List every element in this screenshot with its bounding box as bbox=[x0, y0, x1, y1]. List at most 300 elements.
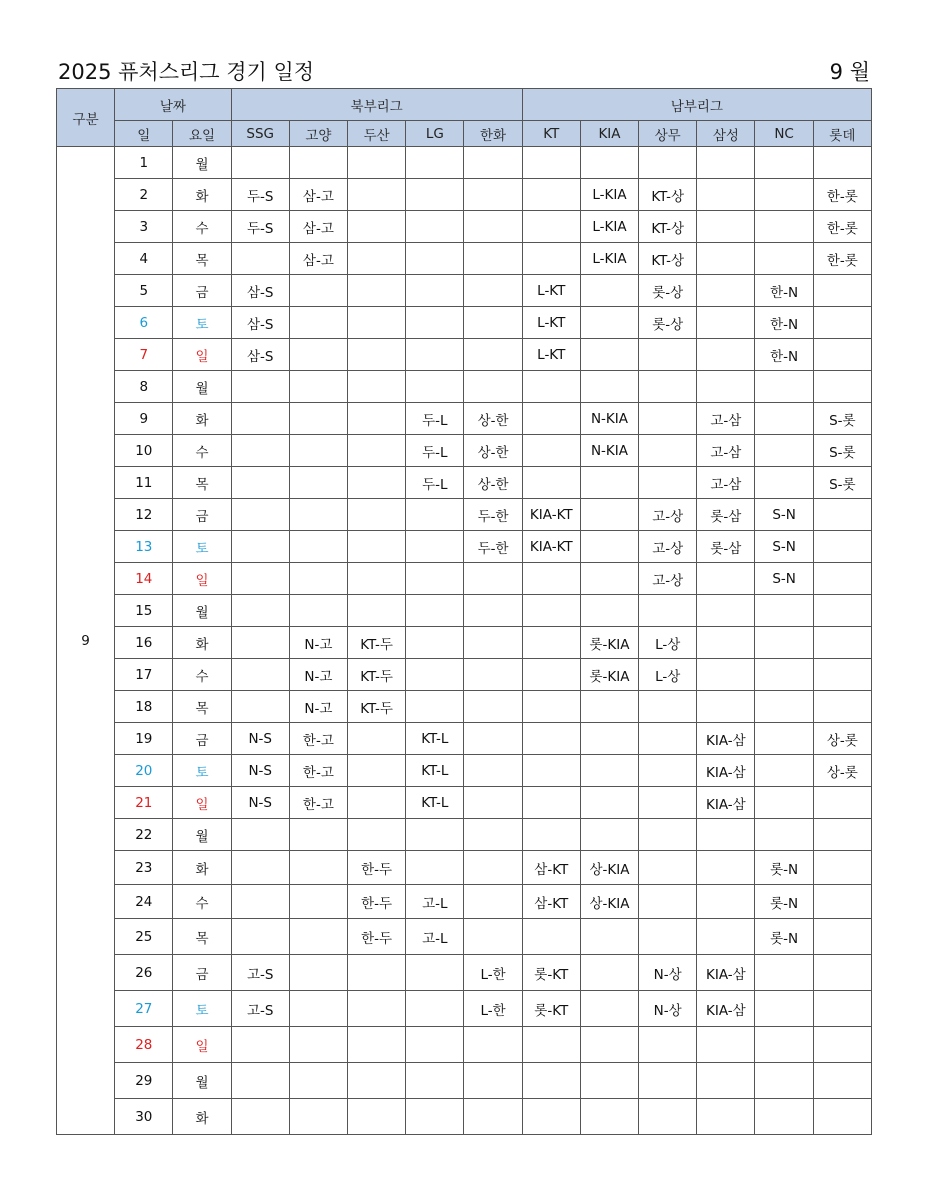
game-cell bbox=[580, 955, 638, 991]
game-cell bbox=[755, 595, 813, 627]
game-cell bbox=[289, 919, 347, 955]
game-cell bbox=[580, 275, 638, 307]
header-day: 일 bbox=[115, 121, 173, 147]
game-cell: 고-S bbox=[231, 955, 289, 991]
game-cell bbox=[755, 403, 813, 435]
game-cell bbox=[813, 339, 871, 371]
game-cell bbox=[406, 819, 464, 851]
game-cell: KT-L bbox=[406, 787, 464, 819]
game-cell: N-고 bbox=[289, 659, 347, 691]
game-cell bbox=[755, 371, 813, 403]
game-cell bbox=[231, 1063, 289, 1099]
game-cell bbox=[348, 531, 406, 563]
header-team: NC bbox=[755, 121, 813, 147]
game-cell: 한-고 bbox=[289, 723, 347, 755]
game-cell bbox=[580, 339, 638, 371]
game-cell bbox=[289, 851, 347, 885]
game-cell bbox=[697, 919, 755, 955]
day-cell: 27 bbox=[115, 991, 173, 1027]
game-cell bbox=[813, 147, 871, 179]
game-cell bbox=[755, 179, 813, 211]
day-cell: 2 bbox=[115, 179, 173, 211]
game-cell bbox=[348, 275, 406, 307]
game-cell bbox=[464, 723, 522, 755]
game-cell bbox=[348, 819, 406, 851]
table-row bbox=[57, 1027, 872, 1063]
game-cell bbox=[522, 787, 580, 819]
game-cell bbox=[639, 371, 697, 403]
game-cell bbox=[580, 147, 638, 179]
weekday-cell: 토 bbox=[173, 755, 231, 787]
day-cell: 20 bbox=[115, 755, 173, 787]
game-cell bbox=[464, 147, 522, 179]
game-cell bbox=[697, 885, 755, 919]
game-cell bbox=[348, 1063, 406, 1099]
game-cell bbox=[639, 723, 697, 755]
game-cell bbox=[464, 371, 522, 403]
game-cell bbox=[813, 819, 871, 851]
game-cell bbox=[348, 755, 406, 787]
day-cell: 8 bbox=[115, 371, 173, 403]
game-cell bbox=[580, 307, 638, 339]
game-cell bbox=[697, 851, 755, 885]
game-cell: 롯-상 bbox=[639, 307, 697, 339]
header-team: 고양 bbox=[289, 121, 347, 147]
game-cell bbox=[406, 851, 464, 885]
game-cell bbox=[813, 563, 871, 595]
game-cell bbox=[464, 275, 522, 307]
header-team: SSG bbox=[231, 121, 289, 147]
game-cell bbox=[289, 1063, 347, 1099]
table-row bbox=[57, 885, 872, 919]
table-row bbox=[57, 275, 872, 307]
game-cell: 삼-KT bbox=[522, 851, 580, 885]
game-cell: N-S bbox=[231, 723, 289, 755]
game-cell bbox=[522, 819, 580, 851]
table-row bbox=[57, 627, 872, 659]
game-cell bbox=[639, 435, 697, 467]
game-cell: 상-롯 bbox=[813, 755, 871, 787]
game-cell bbox=[231, 499, 289, 531]
game-cell bbox=[231, 531, 289, 563]
game-cell bbox=[813, 595, 871, 627]
game-cell bbox=[348, 243, 406, 275]
game-cell: 한-두 bbox=[348, 851, 406, 885]
game-cell: KIA-삼 bbox=[697, 755, 755, 787]
game-cell bbox=[580, 787, 638, 819]
table-row bbox=[57, 819, 872, 851]
game-cell bbox=[406, 627, 464, 659]
game-cell bbox=[522, 919, 580, 955]
game-cell bbox=[406, 659, 464, 691]
game-cell: 상-롯 bbox=[813, 723, 871, 755]
weekday-cell: 일 bbox=[173, 563, 231, 595]
game-cell bbox=[348, 499, 406, 531]
game-cell bbox=[406, 211, 464, 243]
game-cell bbox=[289, 147, 347, 179]
day-cell: 11 bbox=[115, 467, 173, 499]
game-cell bbox=[464, 339, 522, 371]
game-cell: 두-한 bbox=[464, 499, 522, 531]
game-cell bbox=[348, 787, 406, 819]
game-cell bbox=[231, 851, 289, 885]
game-cell bbox=[348, 1027, 406, 1063]
game-cell: N-KIA bbox=[580, 435, 638, 467]
table-row bbox=[57, 1063, 872, 1099]
weekday-cell: 토 bbox=[173, 307, 231, 339]
game-cell bbox=[406, 595, 464, 627]
game-cell: KIA-삼 bbox=[697, 991, 755, 1027]
game-cell bbox=[231, 243, 289, 275]
header-north-league: 북부리그 bbox=[231, 89, 522, 121]
game-cell bbox=[464, 755, 522, 787]
game-cell bbox=[464, 1099, 522, 1135]
table-row bbox=[57, 659, 872, 691]
game-cell: 삼-고 bbox=[289, 179, 347, 211]
game-cell bbox=[813, 659, 871, 691]
table-row bbox=[57, 955, 872, 991]
game-cell bbox=[522, 467, 580, 499]
game-cell bbox=[639, 403, 697, 435]
game-cell: KT-두 bbox=[348, 627, 406, 659]
game-cell bbox=[406, 1099, 464, 1135]
game-cell bbox=[697, 339, 755, 371]
game-cell bbox=[639, 467, 697, 499]
weekday-cell: 금 bbox=[173, 723, 231, 755]
game-cell bbox=[522, 211, 580, 243]
table-row bbox=[57, 755, 872, 787]
game-cell: 롯-KT bbox=[522, 991, 580, 1027]
table-body bbox=[57, 147, 872, 1135]
table-row bbox=[57, 179, 872, 211]
day-cell: 16 bbox=[115, 627, 173, 659]
game-cell: L-KT bbox=[522, 307, 580, 339]
game-cell: 롯-N bbox=[755, 885, 813, 919]
game-cell: 두-L bbox=[406, 467, 464, 499]
game-cell: 고-삼 bbox=[697, 435, 755, 467]
game-cell: 두-S bbox=[231, 211, 289, 243]
game-cell bbox=[289, 307, 347, 339]
game-cell bbox=[522, 147, 580, 179]
game-cell bbox=[580, 723, 638, 755]
game-cell bbox=[289, 531, 347, 563]
game-cell bbox=[522, 1099, 580, 1135]
game-cell bbox=[813, 627, 871, 659]
game-cell bbox=[580, 819, 638, 851]
day-cell: 17 bbox=[115, 659, 173, 691]
game-cell bbox=[639, 851, 697, 885]
game-cell: 삼-S bbox=[231, 275, 289, 307]
game-cell bbox=[639, 147, 697, 179]
game-cell bbox=[231, 627, 289, 659]
game-cell: 두-한 bbox=[464, 531, 522, 563]
game-cell bbox=[348, 371, 406, 403]
weekday-cell: 수 bbox=[173, 659, 231, 691]
game-cell bbox=[406, 1063, 464, 1099]
game-cell bbox=[697, 307, 755, 339]
game-cell bbox=[289, 1099, 347, 1135]
game-cell bbox=[639, 595, 697, 627]
game-cell bbox=[639, 885, 697, 919]
game-cell bbox=[464, 691, 522, 723]
game-cell bbox=[231, 371, 289, 403]
header-team: 롯데 bbox=[813, 121, 871, 147]
game-cell bbox=[755, 659, 813, 691]
game-cell: KT-상 bbox=[639, 243, 697, 275]
game-cell bbox=[813, 851, 871, 885]
game-cell: KIA-삼 bbox=[697, 723, 755, 755]
game-cell bbox=[464, 307, 522, 339]
game-cell bbox=[755, 955, 813, 991]
game-cell bbox=[231, 819, 289, 851]
game-cell bbox=[289, 435, 347, 467]
day-cell: 7 bbox=[115, 339, 173, 371]
header-section: 구분 bbox=[57, 89, 115, 147]
day-cell: 12 bbox=[115, 499, 173, 531]
game-cell: 롯-N bbox=[755, 919, 813, 955]
game-cell: 고-상 bbox=[639, 499, 697, 531]
game-cell bbox=[289, 339, 347, 371]
game-cell: 두-L bbox=[406, 403, 464, 435]
weekday-cell: 금 bbox=[173, 499, 231, 531]
game-cell bbox=[348, 211, 406, 243]
game-cell bbox=[522, 595, 580, 627]
table-row bbox=[57, 691, 872, 723]
game-cell bbox=[464, 243, 522, 275]
game-cell bbox=[289, 955, 347, 991]
game-cell bbox=[580, 467, 638, 499]
game-cell: 한-두 bbox=[348, 885, 406, 919]
game-cell bbox=[580, 563, 638, 595]
weekday-cell: 월 bbox=[173, 595, 231, 627]
game-cell bbox=[231, 595, 289, 627]
game-cell bbox=[464, 659, 522, 691]
game-cell bbox=[231, 403, 289, 435]
weekday-cell: 금 bbox=[173, 955, 231, 991]
game-cell bbox=[580, 691, 638, 723]
game-cell bbox=[522, 755, 580, 787]
game-cell bbox=[522, 627, 580, 659]
game-cell: 고-삼 bbox=[697, 403, 755, 435]
day-cell: 22 bbox=[115, 819, 173, 851]
game-cell bbox=[813, 531, 871, 563]
day-cell: 1 bbox=[115, 147, 173, 179]
game-cell bbox=[406, 179, 464, 211]
game-cell: N-고 bbox=[289, 691, 347, 723]
game-cell bbox=[464, 563, 522, 595]
game-cell bbox=[755, 147, 813, 179]
game-cell bbox=[464, 1027, 522, 1063]
day-cell: 28 bbox=[115, 1027, 173, 1063]
weekday-cell: 수 bbox=[173, 435, 231, 467]
game-cell: 두-L bbox=[406, 435, 464, 467]
game-cell: N-고 bbox=[289, 627, 347, 659]
game-cell bbox=[697, 243, 755, 275]
game-cell bbox=[813, 691, 871, 723]
game-cell bbox=[289, 371, 347, 403]
game-cell: N-상 bbox=[639, 955, 697, 991]
game-cell: KT-L bbox=[406, 723, 464, 755]
game-cell bbox=[464, 851, 522, 885]
game-cell: 한-고 bbox=[289, 787, 347, 819]
table-row bbox=[57, 723, 872, 755]
game-cell bbox=[813, 307, 871, 339]
game-cell: N-S bbox=[231, 787, 289, 819]
day-cell: 23 bbox=[115, 851, 173, 885]
game-cell: 상-KIA bbox=[580, 885, 638, 919]
game-cell bbox=[406, 371, 464, 403]
game-cell: L-KIA bbox=[580, 243, 638, 275]
game-cell bbox=[231, 919, 289, 955]
page-title: 2025 퓨처스리그 경기 일정 bbox=[58, 60, 315, 84]
header-team: 한화 bbox=[464, 121, 522, 147]
header-weekday: 요일 bbox=[173, 121, 231, 147]
day-cell: 29 bbox=[115, 1063, 173, 1099]
game-cell: 고-상 bbox=[639, 563, 697, 595]
header-team: 상무 bbox=[639, 121, 697, 147]
game-cell: 상-한 bbox=[464, 403, 522, 435]
weekday-cell: 일 bbox=[173, 339, 231, 371]
table-row bbox=[57, 595, 872, 627]
game-cell: L-KT bbox=[522, 275, 580, 307]
game-cell bbox=[580, 371, 638, 403]
game-cell: 한-N bbox=[755, 275, 813, 307]
game-cell bbox=[697, 211, 755, 243]
weekday-cell: 수 bbox=[173, 211, 231, 243]
game-cell: L-KIA bbox=[580, 211, 638, 243]
game-cell: S-N bbox=[755, 531, 813, 563]
game-cell bbox=[522, 243, 580, 275]
game-cell: 고-L bbox=[406, 919, 464, 955]
game-cell bbox=[813, 991, 871, 1027]
game-cell bbox=[697, 275, 755, 307]
game-cell: L-상 bbox=[639, 659, 697, 691]
game-cell: 삼-S bbox=[231, 307, 289, 339]
game-cell bbox=[522, 371, 580, 403]
game-cell bbox=[813, 787, 871, 819]
table-row bbox=[57, 243, 872, 275]
game-cell bbox=[580, 595, 638, 627]
table-row bbox=[57, 403, 872, 435]
day-cell: 13 bbox=[115, 531, 173, 563]
game-cell bbox=[348, 403, 406, 435]
game-cell bbox=[289, 499, 347, 531]
game-cell bbox=[231, 1027, 289, 1063]
game-cell: 고-상 bbox=[639, 531, 697, 563]
game-cell: 한-롯 bbox=[813, 243, 871, 275]
game-cell bbox=[348, 1099, 406, 1135]
game-cell: 삼-S bbox=[231, 339, 289, 371]
game-cell bbox=[697, 627, 755, 659]
game-cell bbox=[580, 919, 638, 955]
game-cell: 고-L bbox=[406, 885, 464, 919]
table-row bbox=[57, 1099, 872, 1135]
weekday-cell: 월 bbox=[173, 371, 231, 403]
day-cell: 25 bbox=[115, 919, 173, 955]
game-cell bbox=[813, 885, 871, 919]
game-cell: KIA-KT bbox=[522, 531, 580, 563]
game-cell bbox=[639, 1027, 697, 1063]
game-cell bbox=[289, 275, 347, 307]
table-row bbox=[57, 499, 872, 531]
game-cell bbox=[813, 499, 871, 531]
game-cell bbox=[406, 147, 464, 179]
game-cell bbox=[348, 991, 406, 1027]
game-cell bbox=[464, 595, 522, 627]
game-cell bbox=[697, 147, 755, 179]
game-cell bbox=[755, 1099, 813, 1135]
game-cell bbox=[406, 339, 464, 371]
game-cell bbox=[406, 243, 464, 275]
game-cell: 상-KIA bbox=[580, 851, 638, 885]
game-cell bbox=[755, 1063, 813, 1099]
game-cell bbox=[406, 499, 464, 531]
game-cell bbox=[580, 499, 638, 531]
game-cell bbox=[522, 659, 580, 691]
game-cell: S-N bbox=[755, 563, 813, 595]
game-cell bbox=[348, 307, 406, 339]
game-cell bbox=[522, 179, 580, 211]
weekday-cell: 목 bbox=[173, 243, 231, 275]
table-row bbox=[57, 435, 872, 467]
game-cell bbox=[406, 955, 464, 991]
game-cell: KIA-삼 bbox=[697, 787, 755, 819]
day-cell: 21 bbox=[115, 787, 173, 819]
game-cell: L-한 bbox=[464, 991, 522, 1027]
game-cell: 롯-N bbox=[755, 851, 813, 885]
game-cell: 고-삼 bbox=[697, 467, 755, 499]
game-cell bbox=[697, 819, 755, 851]
table-header bbox=[57, 89, 872, 147]
table-row bbox=[57, 787, 872, 819]
game-cell bbox=[639, 691, 697, 723]
game-cell: 롯-KT bbox=[522, 955, 580, 991]
game-cell bbox=[522, 1027, 580, 1063]
day-cell: 6 bbox=[115, 307, 173, 339]
game-cell bbox=[231, 659, 289, 691]
game-cell: 한-고 bbox=[289, 755, 347, 787]
game-cell bbox=[231, 147, 289, 179]
game-cell: 한-롯 bbox=[813, 179, 871, 211]
month-cell: 9 bbox=[57, 147, 115, 1135]
game-cell bbox=[697, 563, 755, 595]
day-cell: 14 bbox=[115, 563, 173, 595]
game-cell: 롯-삼 bbox=[697, 531, 755, 563]
game-cell: KT-상 bbox=[639, 211, 697, 243]
game-cell bbox=[348, 595, 406, 627]
table-row bbox=[57, 851, 872, 885]
game-cell bbox=[348, 435, 406, 467]
game-cell bbox=[289, 467, 347, 499]
game-cell: 한-N bbox=[755, 307, 813, 339]
game-cell: 상-한 bbox=[464, 435, 522, 467]
game-cell bbox=[813, 275, 871, 307]
game-cell bbox=[464, 819, 522, 851]
game-cell: 한-N bbox=[755, 339, 813, 371]
game-cell bbox=[580, 1027, 638, 1063]
game-cell bbox=[464, 919, 522, 955]
game-cell bbox=[580, 1099, 638, 1135]
game-cell: 롯-KIA bbox=[580, 659, 638, 691]
header-south-league: 남부리그 bbox=[522, 89, 871, 121]
game-cell bbox=[231, 1099, 289, 1135]
game-cell bbox=[522, 723, 580, 755]
game-cell: KT-두 bbox=[348, 659, 406, 691]
game-cell: L-한 bbox=[464, 955, 522, 991]
game-cell: KIA-KT bbox=[522, 499, 580, 531]
game-cell bbox=[289, 595, 347, 627]
weekday-cell: 화 bbox=[173, 179, 231, 211]
